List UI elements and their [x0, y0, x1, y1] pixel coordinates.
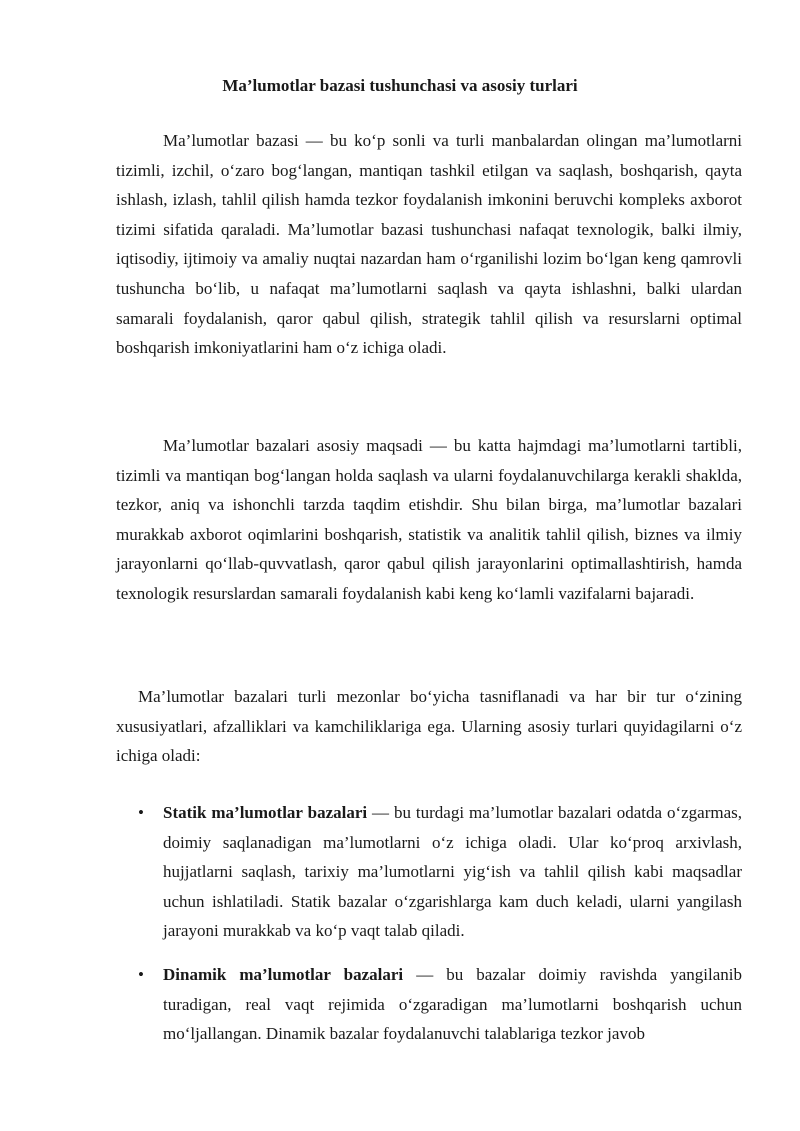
- paragraph-purpose: Ma’lumotlar bazalari asosiy maqsadi — bu katta hajmdagi ma’lumotlarni tartibli, tizimli va mantiqan bog‘langan holda saqlash va ularni foydalanuvchilarga kerakli shaklda, tezkor, aniq va ishonchli tarzda taqdim etishdir. Shu bilan birga, ma’lumotlar bazalari murakkab axborot oqimlarini boshqarish, statistik va analitik tahlil qilish, biznes va ilmiy jarayonlarni qo‘llab-quvvatlash, qaror qabul qilish jarayonlarini optimallashtirish, hamda texnologik resurslardan samarali foydalanish kabi keng ko‘lamli vazifalarni bajaradi.: [116, 436, 742, 603]
- list-item-term: Statik ma’lumotlar bazalari: [163, 803, 368, 822]
- document-title: Ma’lumotlar bazasi tushunchasi va asosiy turlari: [222, 76, 578, 95]
- list-item-term: Dinamik ma’lumotlar bazalari: [163, 965, 404, 984]
- list-item-static-db: [116, 798, 742, 946]
- paragraph-classification: Ma’lumotlar bazalari turli mezonlar bo‘yicha tasniflanadi va har bir tur o‘zining xususiyatlari, afzalliklari va kamchiliklariga ega. Ularning asosiy turlari quyidagilarni o‘z ichiga oladi:: [116, 687, 742, 766]
- paragraph-definition: Ma’lumotlar bazasi — bu ko‘p sonli va turli manbalardan olingan ma’lumotlarni tizimli, izchil, o‘zaro bog‘langan, mantiqan tashkil etilgan va saqlash, boshqarish, qayta ishlash, izlash, tahlil qilish hamda tezkor foydalanish imkonini beruvchi kompleks axborot tizimi sifatida qaraladi. Ma’lumotlar bazasi tushunchasi nafaqat texnologik, balki ilmiy, iqtisodiy, ijtimoiy va amaliy nuqtai nazardan ham o‘rganilishi lozim bo‘lgan keng qamrovli tushuncha bo‘lib, u nafaqat ma’lumotlarni saqlash va qayta ishlashni, balki ulardan samarali foydalanish, qaror qabul qilish, strategik tahlil qilish va resurslarni optimal boshqarish imkoniyatlarini ham o‘z ichiga oladi.: [116, 131, 742, 358]
- list-item-dynamic-db: [116, 960, 742, 1049]
- bullet-icon: •: [138, 803, 144, 822]
- types-list-part-2: [116, 960, 742, 1049]
- list-item-text: — bu turdagi ma’lumotlar bazalari odatda o‘zgarmas, doimiy saqlanadigan ma’lumotlarni o‘z ichiga oladi. Ular ko‘proq arxivlash, hujjatlarni saqlash, tarixiy ma’lumotlarni yig‘ish va tahlil qilish kabi maqsadlar uchun ishlatiladi. Statik bazalar o‘zgarishlarga kam duch keladi, ularni yangilash jarayoni murakkab va ko‘p vaqt talab qiladi.: [163, 803, 742, 941]
- bullet-icon: •: [138, 965, 144, 984]
- types-list-part-1: [116, 798, 742, 946]
- list-item-text: — bu bazalar doimiy ravishda yangilanib turadigan, real vaqt rejimida o‘zgaradigan ma’lumotlarni boshqarish uchun mo‘ljallangan. Dinamik bazalar foydalanuvchi talablariga tezkor javob: [163, 965, 742, 1044]
